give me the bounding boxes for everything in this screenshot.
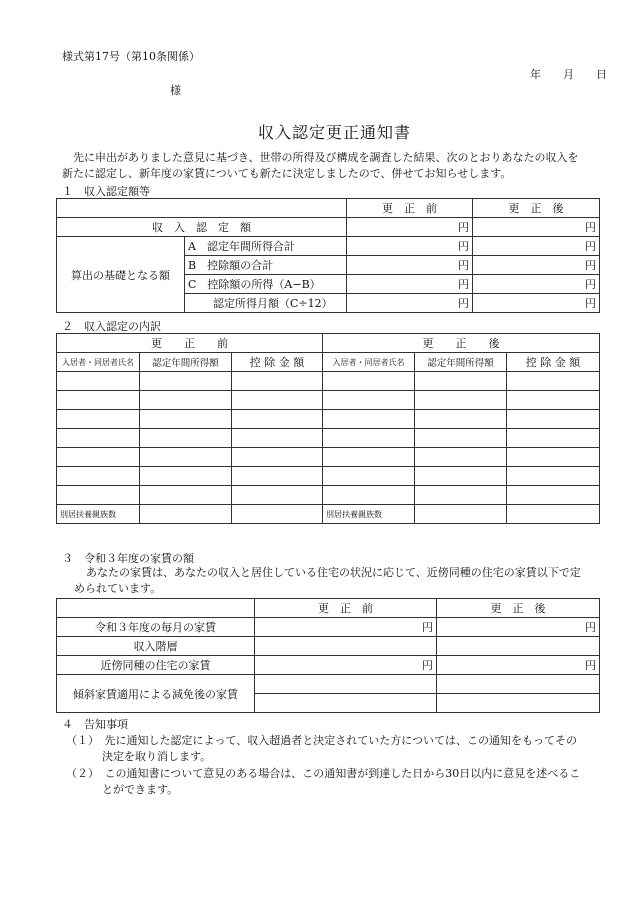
section3-text: あなたの家賃は、あなたの収入と居住している住宅の状況に応じて、近傍同種の住宅の家賃以下で定 められています。	[74, 566, 581, 595]
rent-table	[56, 598, 600, 713]
table-row: 収入階層	[57, 637, 600, 656]
table-row: 収 入 認 定 額 円 円	[57, 218, 600, 237]
table-row: 令和３年度の毎月の家賃 円 円	[57, 618, 600, 637]
table-row	[57, 372, 600, 391]
notice-item-1: （１） 先に通知した認定によって、収入超過者と決定されていた方については、この通知をもってその 決定を取り消します。	[66, 734, 578, 763]
table-row: 認定所得月額（C÷12） 円 円	[57, 294, 600, 313]
table-row: 算出の基礎となる額 A 認定年間所得合計 円 円	[57, 237, 600, 256]
table-row	[57, 199, 600, 218]
table-row: 入居者・同居者氏名 認定年間所得額 控 除 金 額 入居者・同居者氏名 認定年間所得額 控 除 金 額	[57, 353, 600, 372]
income-breakdown-table	[56, 333, 600, 524]
group-label: 算出の基礎となる額	[57, 237, 185, 313]
income-summary-table	[56, 198, 600, 313]
table-row	[57, 467, 600, 486]
intro-text: 先に申出がありました意見に基づき、世帯の所得及び構成を調査した結果、次のとおりあなたの収入を 新たに認定し、新年度の家賃についても新たに決定しましたので、併せてお知らせします。	[62, 151, 579, 180]
table-row	[57, 391, 600, 410]
date-line: 年 月 日	[530, 68, 607, 81]
table-row	[57, 448, 600, 467]
rent-col-before: 更 正 前	[255, 599, 437, 618]
table-row: C 控除額の所得（A−B） 円 円	[57, 275, 600, 294]
section3-heading: ３ 令和３年度の家賃の額	[62, 552, 194, 565]
col-before: 更 正 前	[347, 199, 473, 218]
notice-item-2: （２） この通知書について意見のある場合は、この通知書が到達した日から30日以内に意見を述べるこ とができます。	[66, 767, 581, 796]
section1-heading: １ 収入認定額等	[62, 185, 150, 198]
table-row: B 控除額の合計 円 円	[57, 256, 600, 275]
form-id: 様式第17号（第10条関係）	[62, 50, 200, 63]
rent-col-after: 更 正 後	[437, 599, 600, 618]
col-after: 更 正 後	[473, 199, 600, 218]
table-row: 近傍同種の住宅の家賃 円 円	[57, 656, 600, 675]
addressee-suffix: 様	[170, 84, 181, 97]
breakdown-after: 更 正 後	[323, 334, 600, 353]
table-row: 別居扶養親族数 別居扶養親族数	[57, 505, 600, 524]
table-row	[57, 486, 600, 505]
table-row	[57, 599, 600, 618]
table-row	[57, 334, 600, 353]
table-row: 傾斜家賃適用による減免後の家賃	[57, 675, 600, 694]
breakdown-before: 更 正 前	[57, 334, 323, 353]
row-income-label: 収 入 認 定 額	[57, 218, 347, 237]
table-row	[57, 410, 600, 429]
page-title: 収入認定更正通知書	[258, 123, 412, 142]
section4-heading: ４ 告知事項	[62, 718, 128, 731]
section2-heading: ２ 収入認定の内訳	[62, 320, 161, 333]
table-row	[57, 429, 600, 448]
